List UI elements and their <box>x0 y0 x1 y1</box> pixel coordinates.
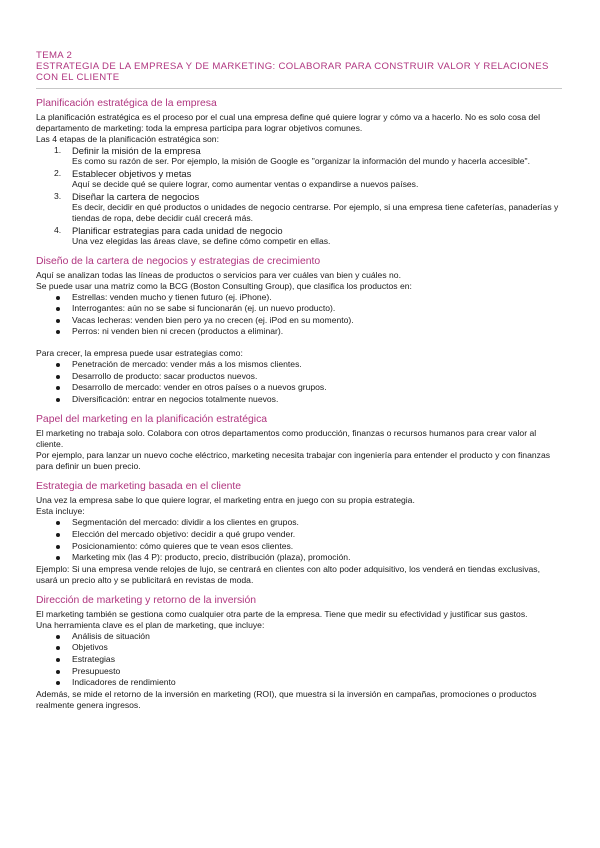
step-title: Definir la misión de la empresa <box>72 144 201 156</box>
bullet-icon <box>56 670 60 674</box>
list-item: Perros: ni venden bien ni crecen (productos a eliminar). <box>36 326 562 338</box>
step-item <box>36 145 562 167</box>
paragraph: Una vez la empresa sabe lo que quiere lograr, el marketing entra en juego con su propia estrategia. <box>36 495 415 506</box>
title-divider <box>36 88 562 89</box>
section-direccion-roi <box>36 595 562 711</box>
list-item: Desarrollo de mercado: vender en otros países o a nuevos grupos. <box>36 382 562 394</box>
bcg-list <box>36 292 562 338</box>
step-number: 1. <box>54 144 62 155</box>
list-item: Estrategias <box>36 654 562 666</box>
list-item: Segmentación del mercado: dividir a los clientes en grupos. <box>36 517 562 529</box>
bullet-icon <box>56 375 60 379</box>
step-description: Es decir, decidir en qué productos o unidades de negocio centrarse. Por ejemplo, si una empresa tiene cafeterías, panaderías y tiendas de ropa, debe decidir cuál crecerá más. <box>72 201 559 223</box>
step-number: 4. <box>54 224 62 235</box>
list-item: Estrellas: venden mucho y tienen futuro (ej. iPhone). <box>36 292 562 304</box>
list-item: Elección del mercado objetivo: decidir a qué grupo vender. <box>36 529 562 541</box>
bullet-icon <box>56 330 60 334</box>
paragraph: Se puede usar una matriz como la BCG (Boston Consulting Group), que clasifica los productos en: <box>36 280 412 291</box>
growth-list <box>36 359 562 405</box>
strategy-list <box>36 517 562 563</box>
bullet-icon <box>56 646 60 650</box>
section-heading: Diseño de la cartera de negocios y estrategias de crecimiento <box>36 255 321 267</box>
paragraph: Además, se mide el retorno de la inversión en marketing (ROI), que muestra si la inversión en campañas, promociones o productos realmente genera ingresos. <box>36 688 537 710</box>
list-item: Indicadores de rendimiento <box>36 677 562 689</box>
paragraph: Las 4 etapas de la planificación estratégica son: <box>36 133 219 144</box>
bullet-icon <box>56 398 60 402</box>
bullet-icon <box>56 319 60 323</box>
bullet-icon <box>56 635 60 639</box>
document-title <box>36 50 562 84</box>
step-item <box>36 225 562 247</box>
paragraph: Esta incluye: <box>36 506 85 517</box>
steps-list <box>36 145 562 247</box>
paragraph: Aquí se analizan todas las líneas de productos o servicios para ver cuáles van bien y cuáles no. <box>36 269 401 280</box>
step-title: Diseñar la cartera de negocios <box>72 190 200 202</box>
paragraph: Ejemplo: Si una empresa vende relojes de lujo, se centrará en clientes con alto poder adquisitivo, los venderá en tiendas exclusivas, usará un precio alto y se publicitará en revistas de moda. <box>36 563 540 585</box>
step-item <box>36 168 562 190</box>
list-item: Análisis de situación <box>36 631 562 643</box>
title-line-2: CON EL CLIENTE <box>36 72 120 84</box>
list-item: Vacas lecheras: venden bien pero ya no crecen (ej. iPod en su momento). <box>36 315 562 327</box>
step-description: Es como su razón de ser. Por ejemplo, la misión de Google es "organizar la información del mundo y hacerla accesible". <box>72 155 530 166</box>
paragraph: Para crecer, la empresa puede usar estrategias como: <box>36 347 243 358</box>
list-item: Posicionamiento: cómo quieres que te vean esos clientes. <box>36 541 562 553</box>
bullet-icon <box>56 658 60 662</box>
list-item: Penetración de mercado: vender más a los mismos clientes. <box>36 359 562 371</box>
section-heading: Dirección de marketing y retorno de la inversión <box>36 594 257 606</box>
step-number: 3. <box>54 190 62 201</box>
step-title: Establecer objetivos y metas <box>72 167 192 179</box>
bullet-icon <box>56 533 60 537</box>
list-item: Diversificación: entrar en negocios totalmente nuevos. <box>36 394 562 406</box>
bullet-icon <box>56 363 60 367</box>
section-cartera <box>36 256 562 406</box>
step-description: Una vez elegidas las áreas clave, se define cómo competir en ellas. <box>72 235 331 246</box>
section-heading: Papel del marketing en la planificación estratégica <box>36 414 268 426</box>
section-heading: Estrategia de marketing basada en el cliente <box>36 481 242 493</box>
tema-label: TEMA 2 <box>36 50 73 61</box>
bullet-icon <box>56 681 60 685</box>
bullet-icon <box>56 386 60 390</box>
step-title: Planificar estrategias para cada unidad de negocio <box>72 224 283 236</box>
title-line-1: ESTRATEGIA DE LA EMPRESA Y DE MARKETING: COLABORAR PARA CONSTRUIR VALOR Y RELACIONES <box>36 61 549 73</box>
list-item: Presupuesto <box>36 666 562 678</box>
section-planificacion <box>36 98 562 247</box>
paragraph: El marketing no trabaja solo. Colabora con otros departamentos como producción, finanzas o recursos humanos para crear valor al cliente. <box>36 428 537 450</box>
paragraph: Por ejemplo, para lanzar un nuevo coche eléctrico, marketing necesita trabajar con ingeniería para entender el producto y con finanzas para definir un buen precio. <box>36 450 551 472</box>
plan-list <box>36 631 562 689</box>
list-item: Interrogantes: aún no se sabe si funcionarán (ej. un nuevo producto). <box>36 303 562 315</box>
step-number: 2. <box>54 167 62 178</box>
bullet-icon <box>56 521 60 525</box>
section-heading: Planificación estratégica de la empresa <box>36 97 217 109</box>
step-item <box>36 191 562 224</box>
list-item: Objetivos <box>36 642 562 654</box>
section-papel-marketing <box>36 414 562 472</box>
list-item: Desarrollo de producto: sacar productos nuevos. <box>36 371 562 383</box>
section-estrategia-cliente <box>36 481 562 585</box>
bullet-icon <box>56 307 60 311</box>
bullet-icon <box>56 545 60 549</box>
list-item: Marketing mix (las 4 P): producto, precio, distribución (plaza), promoción. <box>36 552 562 564</box>
paragraph: El marketing también se gestiona como cualquier otra parte de la empresa. Tiene que medir su efectividad y justificar sus gastos. <box>36 608 528 619</box>
bullet-icon <box>56 296 60 300</box>
bullet-icon <box>56 556 60 560</box>
step-description: Aquí se decide qué se quiere lograr, como aumentar ventas o expandirse a nuevos países. <box>72 178 419 189</box>
paragraph: La planificación estratégica es el proceso por el cual una empresa define qué quiere lograr y cómo va a hacerlo. No es solo cosa del departamento de marketing: toda la empresa participa para lograr objetivos comunes. <box>36 111 540 133</box>
paragraph: Una herramienta clave es el plan de marketing, que incluye: <box>36 619 265 630</box>
